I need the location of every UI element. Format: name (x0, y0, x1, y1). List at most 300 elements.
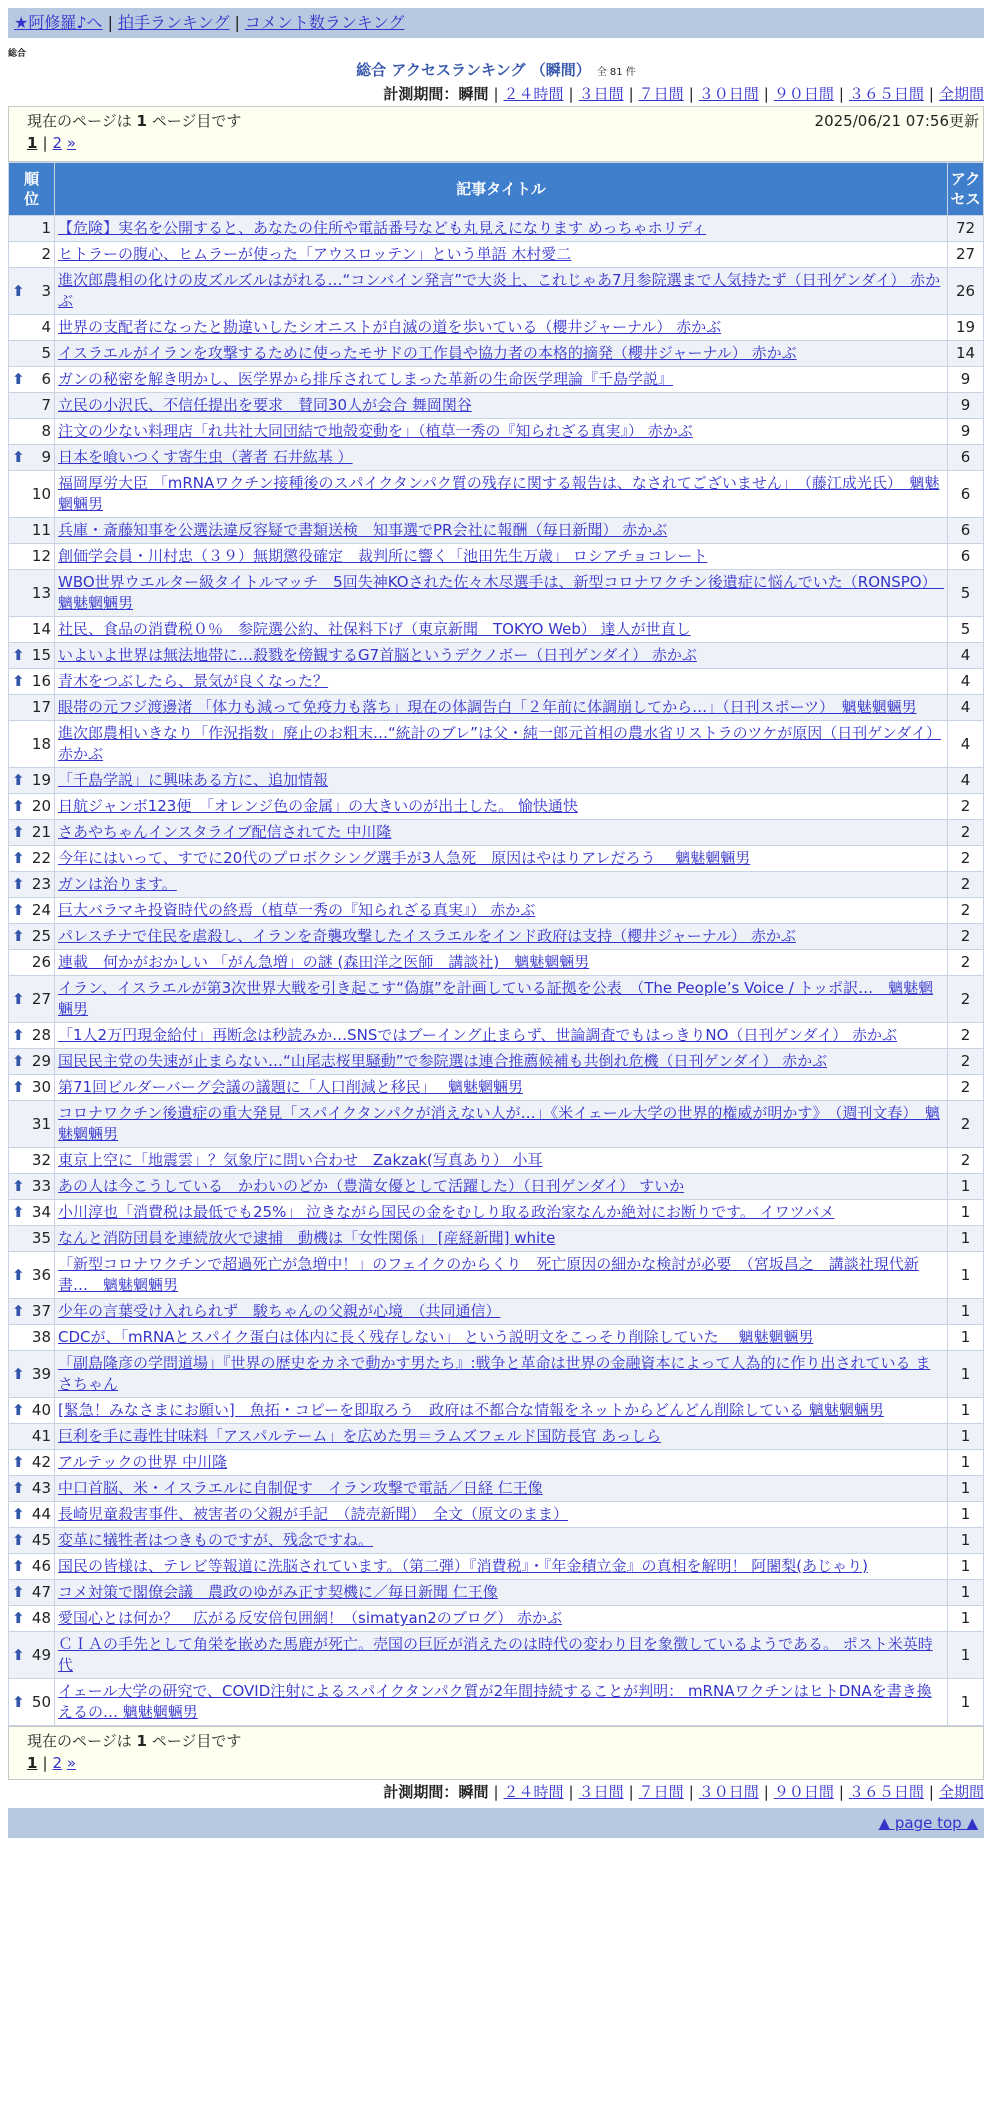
access-count: 1 (948, 1398, 984, 1424)
rank-cell (9, 1226, 55, 1252)
article-link[interactable]: 青木をつぶしたら、景気が良くなった？ (58, 672, 329, 690)
up-arrow-icon: ⬆ (12, 1645, 25, 1664)
rank-number: 44 (31, 1505, 51, 1523)
article-link[interactable]: 立民の小沢氏、不信任提出を要求 賛同30人が会合 舞岡関谷 (58, 396, 472, 414)
title-cell (55, 1450, 948, 1476)
rank-number: 9 (41, 448, 51, 466)
rank-cell (9, 950, 55, 976)
up-arrow-icon: ⬆ (12, 823, 25, 841)
access-count: 1 (948, 1226, 984, 1252)
up-arrow-icon: ⬆ (12, 1505, 25, 1523)
rank-number: 25 (31, 927, 51, 945)
article-link[interactable]: 兵庫・斎藤知事を公選法違反容疑で書類送検 知事選でPR会社に報酬（毎日新聞） 赤かぶ (58, 521, 668, 539)
current-page-number: 1 (136, 1732, 147, 1750)
access-count: 6 (948, 471, 984, 518)
article-link[interactable]: 「副島隆彦の学問道場」『世界の歴史をカネで動かす男たち』:戦争と革命は世界の金融資本によって人為的に作り出されている まさちゃん (58, 1354, 931, 1393)
table-row (9, 1580, 984, 1606)
footer-bar (8, 1808, 984, 1838)
access-count: 27 (948, 242, 984, 268)
rank-number: 31 (31, 1114, 51, 1133)
up-arrow-icon: ⬆ (12, 672, 25, 690)
rank-cell (9, 721, 55, 768)
table-header-row (9, 163, 984, 216)
article-link[interactable]: あの人は今こうしている かわいのどか（豊満女優として活躍した）（日刊ゲンダイ） すいか (58, 1177, 685, 1195)
title-cell (55, 1023, 948, 1049)
up-arrow-icon: ⬆ (12, 1531, 25, 1549)
up-arrow-icon: ⬆ (12, 1203, 25, 1221)
article-link[interactable]: イラン、イスラエルが第3次世界大戦を引き起こす“偽旗”を計画している証拠を公表 （The People’s Voice / トッポ訳… 魑魅魍魎男 (58, 979, 934, 1018)
title-cell (55, 1226, 948, 1252)
table-row (9, 419, 984, 445)
period-separator: | (763, 1783, 769, 1801)
article-link[interactable]: 福岡厚労大臣 「mRNAワクチン接種後のスパイクタンパク質の残存に関する報告は、なされてございません」 （藤江成光氏） 魑魅魍魎男 (58, 474, 940, 513)
title-cell (55, 976, 948, 1023)
table-row (9, 1528, 984, 1554)
title-cell (55, 1398, 948, 1424)
rank-number: 49 (31, 1645, 51, 1664)
rank-cell (9, 1252, 55, 1299)
access-count: 1 (948, 1502, 984, 1528)
rank-cell (9, 1351, 55, 1398)
access-count: 4 (948, 643, 984, 669)
title-cell (55, 898, 948, 924)
article-link[interactable]: 愛国心とは何か？ 広がる反安倍包囲網！（simatyan2のブログ） 赤かぶ (58, 1609, 563, 1627)
nav-separator: | (107, 13, 113, 32)
table-row (9, 1679, 984, 1726)
article-link[interactable]: 巨利を手に毒性甘味料「アスパルテーム」を広めた男＝ラムズフェルド国防長官 あっしら (58, 1427, 662, 1445)
rank-number: 7 (41, 396, 51, 414)
article-link[interactable]: 中口首脳、米・イスラエルに自制促す イラン攻撃で電話／日経 仁王像 (58, 1479, 543, 1497)
period-link-3[interactable]: ７日間 (638, 1783, 684, 1801)
table-row (9, 445, 984, 471)
access-count: 2 (948, 898, 984, 924)
page-title-text: 総合 アクセスランキング （瞬間） (356, 61, 591, 79)
table-row (9, 846, 984, 872)
access-count: 2 (948, 846, 984, 872)
page-info-top (8, 106, 984, 162)
title-cell (55, 1580, 948, 1606)
table-row (9, 518, 984, 544)
pager-separator: | (42, 134, 48, 152)
table-row (9, 544, 984, 570)
rank-number: 40 (31, 1401, 51, 1419)
period-separator: | (568, 85, 574, 103)
article-link[interactable]: 東京上空に「地震雲」？気象庁に問い合わせ Zakzak(写真あり） 小耳 (58, 1151, 543, 1169)
rank-cell (9, 768, 55, 794)
top-nav-bar (8, 8, 984, 38)
rank-cell (9, 1554, 55, 1580)
rank-cell (9, 1606, 55, 1632)
pager-current-page: 1 (27, 134, 38, 152)
page-info-bottom (8, 1726, 984, 1780)
rank-cell (9, 544, 55, 570)
table-row (9, 570, 984, 617)
title-cell (55, 1351, 948, 1398)
rank-cell (9, 846, 55, 872)
rank-cell (9, 268, 55, 315)
article-link[interactable]: 【危険】実名を公開すると、あなたの住所や電話番号なども丸見えになります めっちゃホリディ (58, 219, 707, 237)
up-arrow-icon: ⬆ (12, 1401, 25, 1419)
article-link[interactable]: 巨大バラマキ投資時代の終焉（植草一秀の『知られざる真実』） 赤かぶ (58, 901, 536, 919)
table-row (9, 898, 984, 924)
page-info-text (27, 111, 241, 131)
rank-cell (9, 820, 55, 846)
pager-page-link[interactable]: 2 (52, 1754, 63, 1772)
period-link-6[interactable]: ３６５日間 (848, 85, 924, 103)
home-link[interactable]: ★阿修羅♪へ (14, 13, 103, 32)
period-link-4[interactable]: ３０日間 (698, 85, 759, 103)
article-link[interactable]: 少年の言葉受け入れられず 駿ちゃんの父親が心境 （共同通信） (58, 1302, 501, 1320)
period-link-7[interactable]: 全期間 (938, 1783, 984, 1801)
access-count: 2 (948, 924, 984, 950)
period-link-4[interactable]: ３０日間 (698, 1783, 759, 1801)
table-row (9, 643, 984, 669)
article-link[interactable]: 日航ジャンボ123便 「オレンジ色の金属」の大きいのが出土した。 愉快通快 (58, 797, 578, 815)
access-count: 1 (948, 1252, 984, 1299)
period-label: 計測期間： (383, 85, 459, 103)
title-cell (55, 1148, 948, 1174)
table-row (9, 794, 984, 820)
rank-cell (9, 924, 55, 950)
rank-number: 32 (31, 1151, 51, 1169)
article-link[interactable]: WBO世界ウエルター級タイトルマッチ 5回失神KOされた佐々木尽選手は、新型コロナワクチン後遺症に悩んでいた（RONSPO） 魑魅魍魎男 (58, 573, 945, 612)
period-link-2[interactable]: ３日間 (578, 1783, 624, 1801)
article-link[interactable]: 「1人2万円現金給付」再断念は秒読みか…SNSではブーイング止まらず、世論調査でもはっきりNO（日刊ゲンダイ） 赤かぶ (58, 1026, 898, 1044)
table-row (9, 820, 984, 846)
rank-number: 34 (31, 1203, 51, 1221)
table-row (9, 695, 984, 721)
table-row (9, 1450, 984, 1476)
article-link[interactable]: コメ対策で閣僚会議 農政のゆがみ正す契機に／毎日新聞 仁王像 (58, 1583, 498, 1601)
rank-cell (9, 794, 55, 820)
rank-number: 10 (31, 484, 51, 503)
table-row (9, 1252, 984, 1299)
rank-number: 14 (31, 620, 51, 638)
page-top-link[interactable]: ▲ page top ▲ (878, 1814, 978, 1832)
rank-number: 46 (31, 1557, 51, 1575)
pager-next-link[interactable]: » (66, 134, 77, 152)
rank-cell (9, 1424, 55, 1450)
rank-number: 39 (31, 1364, 51, 1383)
access-count: 9 (948, 367, 984, 393)
access-count: 5 (948, 617, 984, 643)
up-arrow-icon: ⬆ (12, 1692, 25, 1711)
article-link[interactable]: いよいよ世界は無法地帯に…殺戮を傍観するG7首脳というデクノボー（日刊ゲンダイ） 赤かぶ (58, 646, 697, 664)
column-header-title: 記事タイトル (55, 163, 948, 216)
rank-cell (9, 1174, 55, 1200)
period-separator: | (688, 1783, 694, 1801)
access-count: 19 (948, 315, 984, 341)
article-link[interactable]: 「千島学説」に興味ある方に、追加情報 (58, 771, 329, 789)
rank-cell (9, 445, 55, 471)
rank-number: 45 (31, 1531, 51, 1549)
access-count: 1 (948, 1174, 984, 1200)
access-count: 4 (948, 695, 984, 721)
table-row (9, 1023, 984, 1049)
title-cell (55, 419, 948, 445)
table-row (9, 669, 984, 695)
access-count: 2 (948, 794, 984, 820)
access-count: 1 (948, 1606, 984, 1632)
table-row (9, 1075, 984, 1101)
title-cell (55, 1101, 948, 1148)
access-count: 1 (948, 1299, 984, 1325)
rank-cell (9, 419, 55, 445)
pager-current-page: 1 (27, 1754, 38, 1772)
title-cell (55, 820, 948, 846)
up-arrow-icon: ⬆ (12, 281, 25, 300)
period-link-1[interactable]: ２４時間 (503, 1783, 564, 1801)
rank-number: 29 (31, 1052, 51, 1070)
title-cell (55, 721, 948, 768)
title-cell (55, 471, 948, 518)
title-cell (55, 1554, 948, 1580)
page-info-suffix: ページ目です (151, 1732, 242, 1750)
article-link[interactable]: ヒトラーの腹心、ヒムラーが使った「アウスロッテン」という単語 木村愛二 (58, 245, 572, 263)
comment-ranking-link[interactable]: コメント数ランキング (244, 13, 405, 32)
up-arrow-icon: ⬆ (12, 1302, 25, 1320)
title-cell (55, 872, 948, 898)
table-row (9, 872, 984, 898)
article-link[interactable]: 小川淳也「消費税は最低でも25%」 泣きながら国民の金をむしり取る政治家なんか絶対にお断りです。 イワツバメ (58, 1203, 835, 1221)
up-arrow-icon: ⬆ (12, 370, 25, 388)
article-link[interactable]: イスラエルがイランを攻撃するために使ったモサドの工作員や協力者の本格的摘発（櫻井ジャーナル） 赤かぶ (58, 344, 797, 362)
title-cell (55, 924, 948, 950)
ranking-table (8, 162, 984, 1726)
title-cell (55, 544, 948, 570)
access-count: 1 (948, 1632, 984, 1679)
access-count: 2 (948, 976, 984, 1023)
table-row (9, 341, 984, 367)
article-link[interactable]: アルテックの世界 中川隆 (58, 1453, 228, 1471)
article-link[interactable]: 日本を喰いつくす寄生虫（著者 石井紘基 ） (58, 448, 353, 466)
nav-separator: | (234, 13, 240, 32)
pager-page-link[interactable]: 2 (52, 134, 63, 152)
rank-cell (9, 242, 55, 268)
period-link-1[interactable]: ２４時間 (503, 85, 564, 103)
table-row (9, 1476, 984, 1502)
article-link[interactable]: さあやちゃんインスタライブ配信されてた 中川隆 (58, 823, 392, 841)
rank-cell (9, 1398, 55, 1424)
article-link[interactable]: イェール大学の研究で、COVID注射によるスパイクタンパク質が2年間持続することが判明： mRNAワクチンはヒトDNAを書き換えるの… 魑魅魍魎男 (58, 1682, 932, 1721)
period-link-5[interactable]: ９０日間 (773, 1783, 834, 1801)
period-current: 瞬間 (458, 1783, 489, 1801)
up-arrow-icon: ⬆ (12, 771, 25, 789)
article-link[interactable]: 第71回ビルダーバーグ会議の議題に「人口削減と移民」 魑魅魍魎男 (58, 1078, 524, 1096)
access-count: 26 (948, 268, 984, 315)
up-arrow-icon: ⬆ (12, 1052, 25, 1070)
page-info-prefix: 現在のページは (27, 1732, 132, 1750)
access-count: 1 (948, 1450, 984, 1476)
title-cell (55, 617, 948, 643)
title-cell (55, 341, 948, 367)
article-link[interactable]: ＣＩＡの手先として角栄を嵌めた馬鹿が死亡。売国の巨匠が消えたのは時代の変わり目を象徴しているようである。 ポスト米英時代 (58, 1635, 933, 1674)
access-count: 9 (948, 393, 984, 419)
table-row (9, 1502, 984, 1528)
period-link-3[interactable]: ７日間 (638, 85, 684, 103)
access-count: 1 (948, 1351, 984, 1398)
up-arrow-icon: ⬆ (12, 1479, 25, 1497)
title-cell (55, 1049, 948, 1075)
table-row (9, 768, 984, 794)
up-arrow-icon: ⬆ (12, 1078, 25, 1096)
rank-cell (9, 1023, 55, 1049)
title-cell (55, 518, 948, 544)
article-link[interactable]: 「新型コロナワクチンで超過死亡が急増中！」のフェイクのからくり 死亡原因の細かな検討が必要 （宮坂昌之 講談社現代新書… 魑魅魍魎男 (58, 1255, 919, 1294)
table-row (9, 1398, 984, 1424)
table-row (9, 367, 984, 393)
rank-cell (9, 898, 55, 924)
access-count: 1 (948, 1200, 984, 1226)
rank-cell (9, 1679, 55, 1726)
rank-number: 27 (31, 989, 51, 1008)
title-cell (55, 1299, 948, 1325)
period-separator: | (688, 85, 694, 103)
rank-cell (9, 1476, 55, 1502)
title-cell (55, 367, 948, 393)
rank-number: 1 (41, 219, 51, 237)
period-link-7[interactable]: 全期間 (938, 85, 984, 103)
rank-cell (9, 1580, 55, 1606)
access-count: 2 (948, 1049, 984, 1075)
updated-timestamp: 2025/06/21 07:56更新 (814, 112, 979, 130)
rank-number: 43 (31, 1479, 51, 1497)
access-count: 5 (948, 570, 984, 617)
rank-cell (9, 315, 55, 341)
rank-cell (9, 1632, 55, 1679)
article-link[interactable]: 長崎児童殺害事件、被害者の父親が手記 （読売新聞） 全文（原文のまま） (58, 1505, 569, 1523)
period-separator: | (493, 85, 499, 103)
access-count: 1 (948, 1476, 984, 1502)
title-cell (55, 1200, 948, 1226)
period-separator: | (838, 1783, 844, 1801)
rank-number: 18 (31, 734, 51, 753)
pager-separator: | (42, 1754, 48, 1772)
rank-number: 30 (31, 1078, 51, 1096)
rank-number: 26 (31, 953, 51, 971)
period-separator: | (568, 1783, 574, 1801)
article-link[interactable]: [緊急！みなさまにお願い] 魚拓・コピーを即取ろう 政府は不都合な情報をネットからどんどん削除している 魑魅魍魎男 (58, 1401, 884, 1419)
rank-cell (9, 976, 55, 1023)
rank-cell (9, 471, 55, 518)
rank-number: 11 (31, 521, 51, 539)
rank-number: 5 (41, 344, 51, 362)
article-link[interactable]: 変革に犠牲者はつきものですが、残念ですね。 (58, 1531, 374, 1549)
access-count: 2 (948, 1148, 984, 1174)
article-link[interactable]: 社民、食品の消費税０％ 参院選公約、社保料下げ（東京新聞 TOKYO Web） 達人が世直し (58, 620, 691, 638)
article-link[interactable]: ガンの秘密を解き明かし、医学界から排斥されてしまった革新の生命医学理論『千島学説』 (58, 370, 674, 388)
article-link[interactable]: 連載 何かがおかしい 「がん急増」の謎 (森田洋之医師 講談社) 魑魅魍魎男 (58, 953, 590, 971)
column-header-access: アク セス (948, 163, 984, 216)
rank-number: 12 (31, 547, 51, 565)
article-link[interactable]: 国民の皆様は、テレビ等報道に洗脳されています。（第二弾）『消費税』・『年金積立金』の真相を解明！ 阿闍梨(あじゃり) (58, 1557, 868, 1575)
rank-number: 37 (31, 1302, 51, 1320)
article-link[interactable]: 世界の支配者になったと勘違いしたシオニストが自滅の道を歩いている（櫻井ジャーナル） 赤かぶ (58, 318, 722, 336)
period-link-2[interactable]: ３日間 (578, 85, 624, 103)
up-arrow-icon: ⬆ (12, 1609, 25, 1627)
rank-cell (9, 341, 55, 367)
rank-cell (9, 1325, 55, 1351)
applause-ranking-link[interactable]: 拍手ランキング (117, 13, 230, 32)
title-cell (55, 768, 948, 794)
article-link[interactable]: 創価学会員・川村忠（３９）無期懲役確定 裁判所に響く「池田先生万歳」 ロシアチョコレート (58, 547, 708, 565)
period-separator: | (928, 85, 934, 103)
article-link[interactable]: 注文の少ない料理店「れ共社大同団結で地殻変動を」（植草一秀の『知られざる真実』） 赤かぶ (58, 422, 693, 440)
rank-number: 21 (31, 823, 51, 841)
title-cell (55, 315, 948, 341)
table-row (9, 1174, 984, 1200)
up-arrow-icon: ⬆ (12, 1583, 25, 1601)
title-cell (55, 1528, 948, 1554)
rank-cell (9, 1299, 55, 1325)
up-arrow-icon: ⬆ (12, 1453, 25, 1471)
period-separator: | (628, 85, 634, 103)
access-count: 1 (948, 1528, 984, 1554)
period-link-6[interactable]: ３６５日間 (848, 1783, 924, 1801)
rank-number: 47 (31, 1583, 51, 1601)
article-link[interactable]: 今年にはいって、すでに20代のプロボクシング選手が3人急死 原因はやはりアレだろう 魑魅魍魎男 (58, 849, 751, 867)
pager-next-link[interactable]: » (66, 1754, 77, 1772)
rank-cell (9, 643, 55, 669)
article-link[interactable]: なんと消防団員を連続放火で逮捕 動機は「女性関係」 [産経新聞] white (58, 1229, 556, 1247)
rank-number: 17 (31, 698, 51, 716)
article-link[interactable]: パレスチナで住民を虐殺し、イランを奇襲攻撃したイスラエルをインド政府は支持（櫻井ジャーナル） 赤かぶ (58, 927, 796, 945)
access-count: 1 (948, 1325, 984, 1351)
table-row (9, 924, 984, 950)
rank-number: 2 (41, 245, 51, 263)
table-row (9, 1554, 984, 1580)
title-cell (55, 242, 948, 268)
access-count: 4 (948, 669, 984, 695)
table-row (9, 242, 984, 268)
title-cell (55, 643, 948, 669)
article-link[interactable]: コロナワクチン後遺症の重大発見「スパイクタンパクが消えない人が…」《米イェール大学の世界的権威が明かす》 （週刊文春） 魑魅魍魎男 (58, 1104, 940, 1143)
rank-number: 36 (31, 1265, 51, 1284)
table-row (9, 950, 984, 976)
table-row (9, 393, 984, 419)
up-arrow-icon: ⬆ (12, 1265, 25, 1284)
access-count: 1 (948, 1580, 984, 1606)
rank-cell (9, 872, 55, 898)
table-row (9, 216, 984, 242)
title-cell (55, 1502, 948, 1528)
rank-cell (9, 1101, 55, 1148)
rank-cell (9, 669, 55, 695)
article-link[interactable]: CDCが、「mRNAとスパイク蛋白は体内に長く残存しない」 という説明文をこっそり削除していた 魑魅魍魎男 (58, 1328, 814, 1346)
article-link[interactable]: 国民民主党の失速が止まらない…“山尾志桜里騒動”で参院選は連合推薦候補も共倒れ危機（日刊ゲンダイ） 赤かぶ (58, 1052, 828, 1070)
article-link[interactable]: 進次郎農相の化けの皮ズルズルはがれる…“コンバイン発言”で大炎上、これじゃあ7月参院選まで人気持たず（日刊ゲンダイ） 赤かぶ (58, 271, 941, 310)
title-cell (55, 1679, 948, 1726)
up-arrow-icon: ⬆ (12, 1364, 25, 1383)
article-link[interactable]: 進次郎農相いきなり「作況指数」廃止のお粗末…“統計のブレ”は父・純一郎元首相の農水省リストラのツケが原因（日刊ゲンダイ） 赤かぶ (58, 724, 941, 763)
rank-number: 3 (41, 281, 51, 300)
article-link[interactable]: 眼帯の元フジ渡邊渚 「体力も減って免疫力も落ち」現在の体調告白「２年前に体調崩してから…」（日刊スポーツ） 魑魅魍魎男 (58, 698, 917, 716)
title-cell (55, 950, 948, 976)
title-cell (55, 216, 948, 242)
period-link-5[interactable]: ９０日間 (773, 85, 834, 103)
total-count: 全 81 件 (596, 67, 636, 78)
access-count: 1 (948, 1554, 984, 1580)
table-row (9, 1101, 984, 1148)
table-row (9, 1351, 984, 1398)
period-current: 瞬間 (458, 85, 489, 103)
table-row (9, 1226, 984, 1252)
page-info-text (27, 1731, 241, 1751)
rank-cell (9, 1502, 55, 1528)
rank-cell (9, 518, 55, 544)
rank-number: 35 (31, 1229, 51, 1247)
article-link[interactable]: ガンは治ります。 (58, 875, 177, 893)
